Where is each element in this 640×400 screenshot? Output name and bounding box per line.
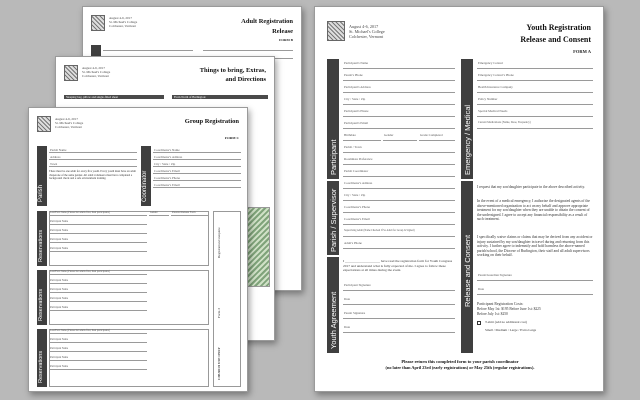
adult-subtitle: Release <box>272 28 293 35</box>
coord-field[interactable]: Coordinator's Phone <box>153 176 241 181</box>
group-coordinator-band-label: Coordinator <box>142 170 148 202</box>
guardian-signature-field[interactable]: Parent/Guardian Signature <box>477 273 593 281</box>
reservations-band-label: Reservations <box>38 288 44 321</box>
guardian-date-field[interactable]: Date <box>477 287 593 295</box>
table-row[interactable]: Participant Name <box>49 338 147 343</box>
registration-complete-label: Registration Complete <box>217 227 221 258</box>
table-row[interactable]: Participant Name <box>49 297 147 302</box>
event-address: August 4-6, 2017 St. Michael's College Colchester, Vermont <box>349 24 385 39</box>
coord-field[interactable]: Coordinator's Name <box>153 148 241 153</box>
table-header: Last/First Name (Please list adults first, then participants) <box>49 270 147 275</box>
emergency-phone-field[interactable]: Emergency Contact's Phone <box>477 73 593 81</box>
insurance-company-field[interactable]: Health Insurance Company <box>477 85 593 93</box>
college-seal-logo <box>64 65 78 81</box>
table-row[interactable]: Participant Name <box>49 306 147 311</box>
form-3-label: Form 3 <box>217 308 221 318</box>
participant-name-field[interactable]: Participant's Name <box>343 61 455 69</box>
table-header: Last/First Name (Please list adults first, then participants) <box>49 329 147 334</box>
table-row[interactable]: Participant Name <box>49 220 147 225</box>
release-text-3: I specifically waive claims or claims that may be derived from any accident or injury sustained by my son/daughter in travel during and returning from this activity. I further agree to indemnify and hold harmless the above-named parish/school, the Diocese of Burlington, their staff and all adult supervisors working on their behalf. <box>477 235 593 258</box>
coord-field[interactable]: Coordinator's Address <box>153 155 241 160</box>
adult-row <box>103 45 193 51</box>
cost-line-1: Before May 1st: $195 Before June 1st: $225 <box>477 307 541 311</box>
policy-number-field[interactable]: Policy Number <box>477 97 593 105</box>
emergency-contact-field[interactable]: Emergency Contact <box>477 61 593 69</box>
gender-field[interactable]: Gender <box>383 133 417 141</box>
youth-title: Youth Registration <box>526 23 591 32</box>
table-row[interactable]: Participant Name <box>49 288 147 293</box>
bring-subtitle: and Directions <box>225 76 266 83</box>
cost-line-2: Before July 1st: $250 <box>477 312 508 316</box>
group-title: Group Registration <box>184 118 239 125</box>
participant-date-field[interactable]: Date <box>343 297 455 305</box>
college-seal-logo <box>327 21 345 41</box>
return-instructions: Please return this completed form to your parish coordinator (no later than April 23rd (early registrations) or May 25th (regular registrations). <box>385 359 535 370</box>
table-row[interactable]: Participant Name <box>49 365 147 370</box>
coord-field[interactable]: City / State / Zip <box>153 162 241 167</box>
bring-title: Things to bring, Extras, <box>199 67 266 74</box>
parish-coordinator-field[interactable]: Parish Coordinator <box>343 169 455 177</box>
church-use-only-label: CHURCH USE ONLY <box>217 347 221 380</box>
coordinator-address-field[interactable]: Coordinator's Address <box>343 181 455 189</box>
coord-field[interactable]: Coordinator's Email <box>153 169 241 174</box>
table-row[interactable]: Participant Name <box>49 247 147 252</box>
city-state-zip-field[interactable]: City / State / Zip <box>343 97 455 105</box>
youth-subtitle: Release and Consent <box>520 35 591 44</box>
bring-left-head-text: Sleeping bag, pillow and single-fitted sheet <box>66 95 118 99</box>
tshirt-sizes: Small / Medium / Large / Extra Large <box>485 328 537 332</box>
adult-title: Adult Registration <box>241 18 293 25</box>
event-address: August 4-6, 2017 St. Michael's College Colchester, Vermont <box>109 16 138 28</box>
release-consent-band-label: Release and Consent <box>463 234 472 307</box>
reservations-band-label: Reservations <box>38 229 44 262</box>
college-seal-logo <box>37 116 51 132</box>
tshirt-label: T-shirt (add no additional cost) <box>485 320 527 324</box>
table-row[interactable]: Participant Name <box>49 356 147 361</box>
youth-form-label: FORM A <box>573 49 591 54</box>
parish-town-field[interactable]: Parish / Town <box>343 145 455 153</box>
parent-signature-field[interactable]: Parent Signature <box>343 311 455 319</box>
medications-field[interactable]: Current Medications (Name, Dose, Frequency) <box>477 121 593 129</box>
table-header-release: Parental Release Form <box>171 211 209 216</box>
table-row[interactable]: Participant Name <box>49 229 147 234</box>
coordinator-phone-field[interactable]: Coordinator's Phone <box>343 205 455 213</box>
roommate-field[interactable]: Roommate Preference <box>343 157 455 165</box>
event-address: August 4-6, 2017 St. Michael's College Colchester, Vermont <box>55 117 84 129</box>
group-form-label: FORM C <box>224 136 239 140</box>
table-row[interactable]: Participant Name <box>49 279 147 284</box>
supervising-adult-field[interactable]: Supervising Adult (Name Checked If So Adult for Group Is Signed) <box>343 229 455 237</box>
coord-field[interactable]: Coordinator's Email <box>153 183 241 188</box>
event-address: August 4-6, 2017 St. Michael's College Colchester, Vermont <box>82 66 111 78</box>
participant-band-label: Participant <box>329 139 338 175</box>
youth-registration-sheet <box>314 6 604 392</box>
parish-field[interactable]: Address <box>49 155 137 160</box>
tshirt-checkbox[interactable] <box>477 321 481 325</box>
table-header: Last/First Name (Please list adults first, then participants) <box>49 211 147 216</box>
youth-agreement-text: I ____________________ have read the registration form for Youth Congress 2017 and understand what is fully expected of me. I agree to follow these expectations at all times during the event. <box>343 259 453 273</box>
release-text-2: In the event of a medical emergency, I authorize the designated agents of the above-mentioned organization to act on my behalf and approve appropriate treatment for my son/daughter when they are unable to obtain the consent of the undersigned. I agree to accept any financial responsibility as a result of such treatment. <box>477 199 590 222</box>
table-row[interactable]: Participant Name <box>49 347 147 352</box>
cost-heading: Participant Registration Costs: <box>477 302 524 306</box>
medical-needs-field[interactable]: Special Medical Needs <box>477 109 593 117</box>
parent-date-field[interactable]: Date <box>343 325 455 333</box>
parish-supervisor-band-label: Parish / Supervisor <box>329 188 338 252</box>
group-parish-band-label: Parish <box>38 184 44 202</box>
adult-row <box>203 45 293 51</box>
adult-phone-field[interactable]: Adult's Phone <box>343 241 455 249</box>
college-seal-logo <box>91 15 105 31</box>
adult-ratio-note: There must be one adult for every five youth. Every youth must have an adult chaperone of the same gender. All adult volunteers must have completed a background check and a safe environment training. <box>49 170 136 181</box>
bring-right-head-text: From North of Burlington: <box>174 95 207 99</box>
table-header-gender: Gender <box>149 211 169 216</box>
emergency-medical-band-label: Emergency / Medical <box>463 104 472 175</box>
parent-phone-field[interactable]: Parent's Phone <box>343 73 455 81</box>
coordinator-email-field[interactable]: Coordinator's Email <box>343 217 455 225</box>
participant-signature-field[interactable]: Participant Signature <box>343 283 455 291</box>
parish-field[interactable]: Town <box>49 162 137 167</box>
youth-agreement-band-label: Youth Agreement <box>329 291 338 349</box>
participant-email-field[interactable]: Participant's Email <box>343 121 455 129</box>
group-registration-sheet <box>28 107 248 392</box>
coordinator-city-field[interactable]: City / State / Zip <box>343 193 455 201</box>
participant-address-field[interactable]: Participant's Address <box>343 85 455 93</box>
participant-phone-field[interactable]: Participant's Phone <box>343 109 455 117</box>
birthdate-field[interactable]: Birthdate <box>343 133 381 141</box>
directions-map <box>246 207 270 287</box>
reservations-band-label: Reservations <box>38 350 44 383</box>
adult-form-label: FORM B <box>279 38 293 42</box>
table-row[interactable]: Participant Name <box>49 238 147 243</box>
grade-field[interactable]: Grade Completed <box>419 133 455 141</box>
release-text-1: I request that my son/daughter participate in the above described activity. <box>477 185 585 189</box>
parish-field[interactable]: Parish Name <box>49 148 137 153</box>
